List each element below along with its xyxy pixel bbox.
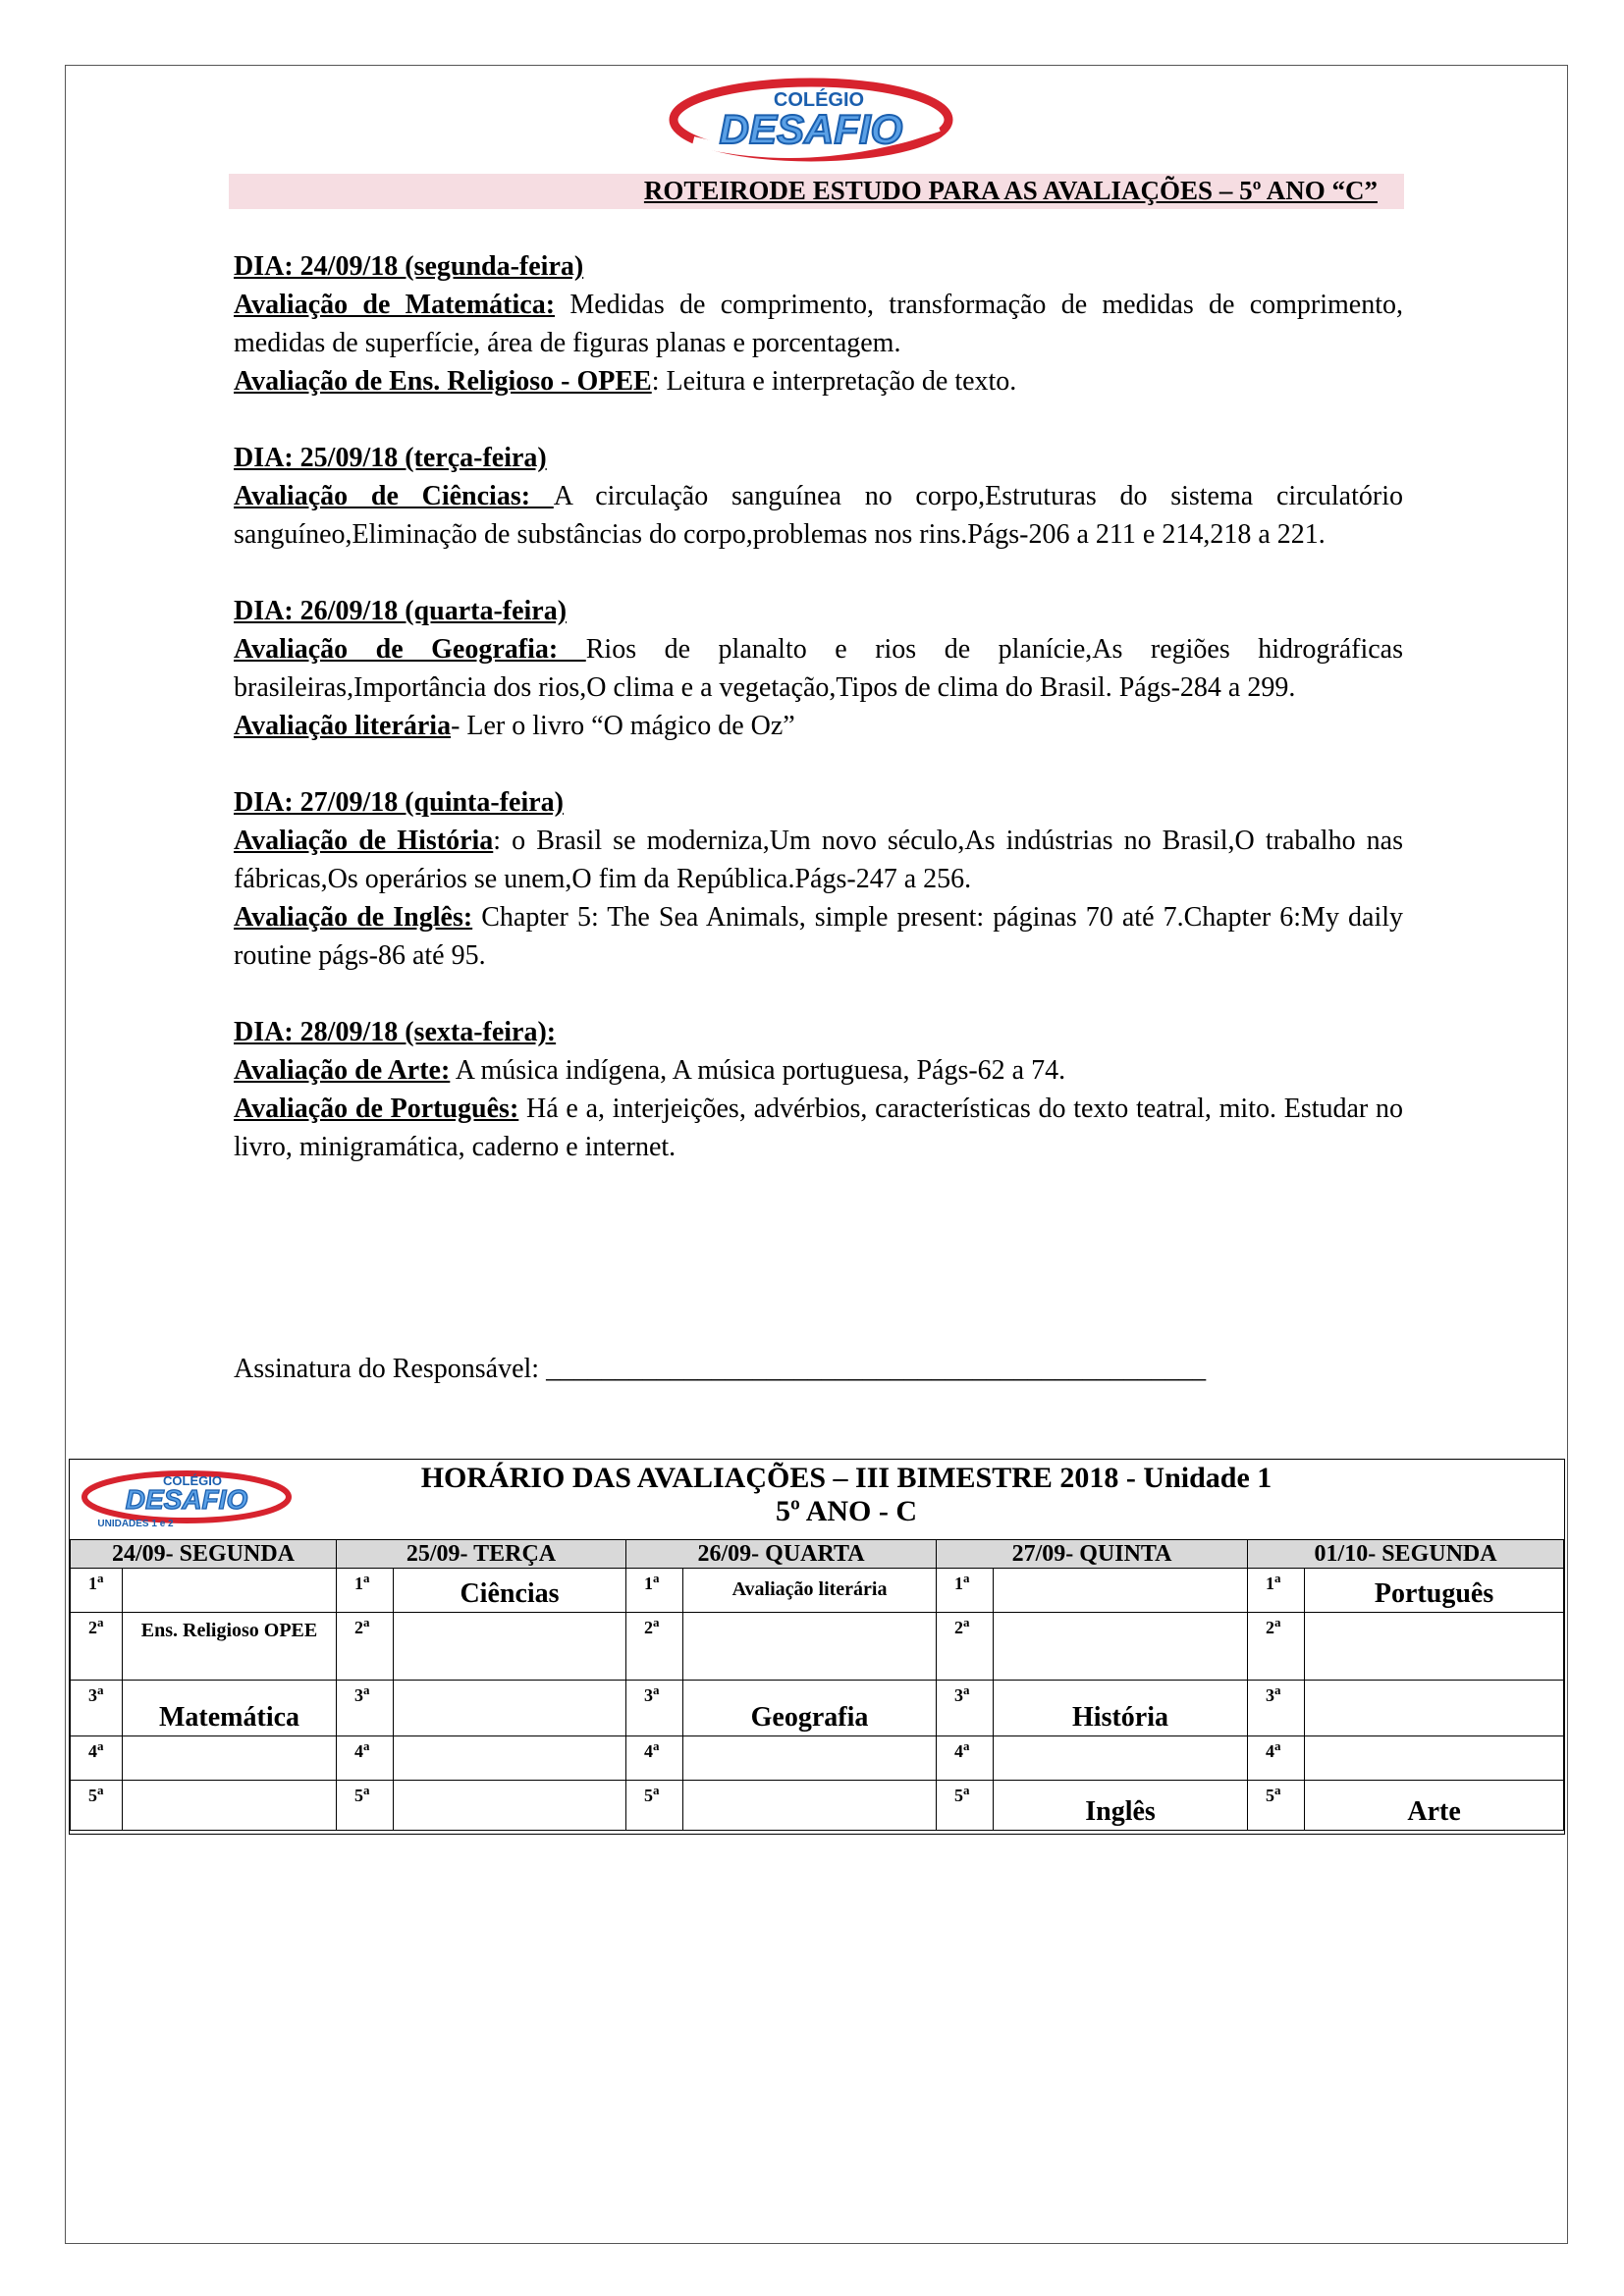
exam-item [234, 707, 1403, 745]
exam-subject: Avaliação de Matemática: [234, 290, 556, 320]
exam-item [234, 1051, 1403, 1090]
logo-line2: DESAFIO [719, 106, 903, 152]
schedule-cell: História [994, 1681, 1248, 1736]
schedule-cell [994, 1736, 1248, 1781]
period-row [71, 1681, 1564, 1736]
period-number: 2$^a$ [937, 1613, 994, 1681]
exam-item [234, 822, 1403, 898]
schedule-cell [123, 1781, 337, 1831]
period-row [71, 1613, 1564, 1681]
day-block [234, 439, 1403, 554]
period-number: 2$^a$ [71, 1613, 123, 1681]
schedule-cell [994, 1613, 1248, 1681]
period-number: 5$^a$ [1248, 1781, 1305, 1831]
exam-subject: Avaliação de Inglês: [234, 902, 473, 933]
schedule-cell [683, 1781, 937, 1831]
exam-content: : Leitura e interpretação de texto. [651, 366, 1017, 397]
day-block [234, 592, 1403, 745]
schedule-cell: Arte [1305, 1781, 1564, 1831]
period-number: 5$^a$ [937, 1781, 994, 1831]
schedule-cell [1305, 1613, 1564, 1681]
schedule-title: HORÁRIO DAS AVALIAÇÕES – III BIMESTRE 2018 - Unidade 1 [420, 1462, 1272, 1494]
exam-content: A música indígena, A música portuguesa, Págs-62 a 74. [450, 1055, 1066, 1086]
day-block [234, 247, 1403, 400]
period-number: 2$^a$ [337, 1613, 394, 1681]
day-header: 24/09- SEGUNDA [71, 1540, 337, 1569]
period-number: 5$^a$ [626, 1781, 683, 1831]
period-number: 5$^a$ [337, 1781, 394, 1831]
period-number: 2$^a$ [1248, 1613, 1305, 1681]
schedule-cell: Português [1305, 1569, 1564, 1613]
period-number: 5$^a$ [71, 1781, 123, 1831]
schedule-cell: Matemática [123, 1681, 337, 1736]
logo-line1: COLÉGIO [163, 1473, 222, 1488]
period-number: 4$^a$ [937, 1736, 994, 1781]
day-block [234, 783, 1403, 975]
period-number: 4$^a$ [626, 1736, 683, 1781]
exam-content: Chapter 5: The Sea Animals, simple present: páginas 70 até 7.Chapter 6:My daily routine págs-86 até 95. [234, 902, 1404, 971]
exam-subject: Avaliação literária [234, 711, 452, 741]
exam-item [234, 898, 1403, 975]
day-title: DIA: 25/09/18 (terça-feira) [234, 443, 547, 473]
period-number: 4$^a$ [337, 1736, 394, 1781]
day-title: DIA: 27/09/18 (quinta-feira) [234, 787, 564, 818]
exam-item [234, 1090, 1403, 1166]
study-guide [234, 247, 1403, 1204]
schedule-subtitle: 5º ANO - C [775, 1495, 918, 1527]
schedule-header-row [71, 1540, 1564, 1569]
period-number: 2$^a$ [626, 1613, 683, 1681]
schedule-cell [123, 1569, 337, 1613]
schedule-cell [683, 1736, 937, 1781]
schedule-cell: Ciências [394, 1569, 626, 1613]
exam-item [234, 286, 1403, 362]
period-row [71, 1569, 1564, 1613]
period-number: 3$^a$ [337, 1681, 394, 1736]
period-number: 3$^a$ [937, 1681, 994, 1736]
exam-content: - Ler o livro “O mágico de Oz” [451, 711, 795, 741]
exam-content: : o Brasil se moderniza,Um novo século,As indústrias no Brasil,O trabalho nas fábricas,Os operários se unem,O fim da República.Págs-247 a 256. [234, 826, 1403, 894]
colegio-desafio-logo-small [77, 1468, 298, 1530]
period-row [71, 1736, 1564, 1781]
exam-content: Medidas de comprimento, transformação de medidas de comprimento, medidas de superfície, área de figuras planas e porcentagem. [234, 290, 1403, 358]
exam-subject: Avaliação de Português: [234, 1094, 519, 1124]
day-header: 26/09- QUARTA [626, 1540, 937, 1569]
period-number: 3$^a$ [626, 1681, 683, 1736]
logo-line2: DESAFIO [125, 1484, 248, 1515]
period-number: 3$^a$ [71, 1681, 123, 1736]
colegio-desafio-logo [664, 73, 954, 163]
period-number: 1$^a$ [71, 1569, 123, 1613]
day-header: 01/10- SEGUNDA [1248, 1540, 1564, 1569]
period-number: 3$^a$ [1248, 1681, 1305, 1736]
exam-subject: Avaliação de Ciências: [234, 481, 554, 511]
schedule-cell: Geografia [683, 1681, 937, 1736]
schedule-cell [683, 1613, 937, 1681]
exam-subject: Avaliação de História [234, 826, 494, 856]
schedule-cell [394, 1681, 626, 1736]
schedule-grid [70, 1539, 1564, 1831]
signature-line: Assinatura do Responsável: ________________________________________________ [234, 1354, 1207, 1384]
day-header: 25/09- TERÇA [337, 1540, 626, 1569]
schedule-cell [1305, 1681, 1564, 1736]
schedule-cell: Ens. Religioso OPEE [123, 1613, 337, 1681]
period-number: 4$^a$ [1248, 1736, 1305, 1781]
schedule-cell [394, 1781, 626, 1831]
schedule-cell [994, 1569, 1248, 1613]
schedule-cell: Inglês [994, 1781, 1248, 1831]
period-number: 4$^a$ [71, 1736, 123, 1781]
schedule-cell [1305, 1736, 1564, 1781]
exam-subject: Avaliação de Arte: [234, 1055, 451, 1086]
schedule-cell [123, 1736, 337, 1781]
schedule-cell [394, 1613, 626, 1681]
period-number: 1$^a$ [337, 1569, 394, 1613]
exam-content: Rios de planalto e rios de planície,As regiões hidrográficas brasileiras,Importância dos rios,O clima e a vegetação,Tipos de clima do Brasil. Págs-284 a 299. [234, 634, 1403, 703]
period-row [71, 1781, 1564, 1831]
exam-subject: Avaliação de Ens. Religioso - OPEE [234, 366, 652, 397]
schedule-cell [394, 1736, 626, 1781]
period-number: 1$^a$ [1248, 1569, 1305, 1613]
schedule-cell: Avaliação literária [683, 1569, 937, 1613]
period-number: 1$^a$ [937, 1569, 994, 1613]
exam-item [234, 477, 1403, 554]
day-title: DIA: 24/09/18 (segunda-feira) [234, 251, 584, 282]
logo-units: UNIDADES 1 e 2 [97, 1519, 174, 1529]
exam-subject: Avaliação de Geografia: [234, 634, 586, 665]
day-block [234, 1013, 1403, 1166]
exam-item [234, 630, 1403, 707]
logo-line1: COLÉGIO [773, 89, 865, 111]
day-header: 27/09- QUINTA [937, 1540, 1248, 1569]
exam-content: Há e a, interjeições, advérbios, características do texto teatral, mito. Estudar no livro, minigramática, caderno e internet. [234, 1094, 1404, 1162]
period-number: 1$^a$ [626, 1569, 683, 1613]
day-title: DIA: 26/09/18 (quarta-feira) [234, 596, 568, 626]
day-title: DIA: 28/09/18 (sexta-feira): [234, 1017, 557, 1047]
page-title: ROTEIRODE ESTUDO PARA AS AVALIAÇÕES – 5º ANO “C” [643, 176, 1378, 205]
exam-content: A circulação sanguínea no corpo,Estruturas do sistema circulatório sanguíneo,Eliminação de substâncias do corpo,problemas nos rins.Págs-206 a 211 e 214,218 a 221. [234, 481, 1403, 550]
exam-item [234, 362, 1403, 400]
